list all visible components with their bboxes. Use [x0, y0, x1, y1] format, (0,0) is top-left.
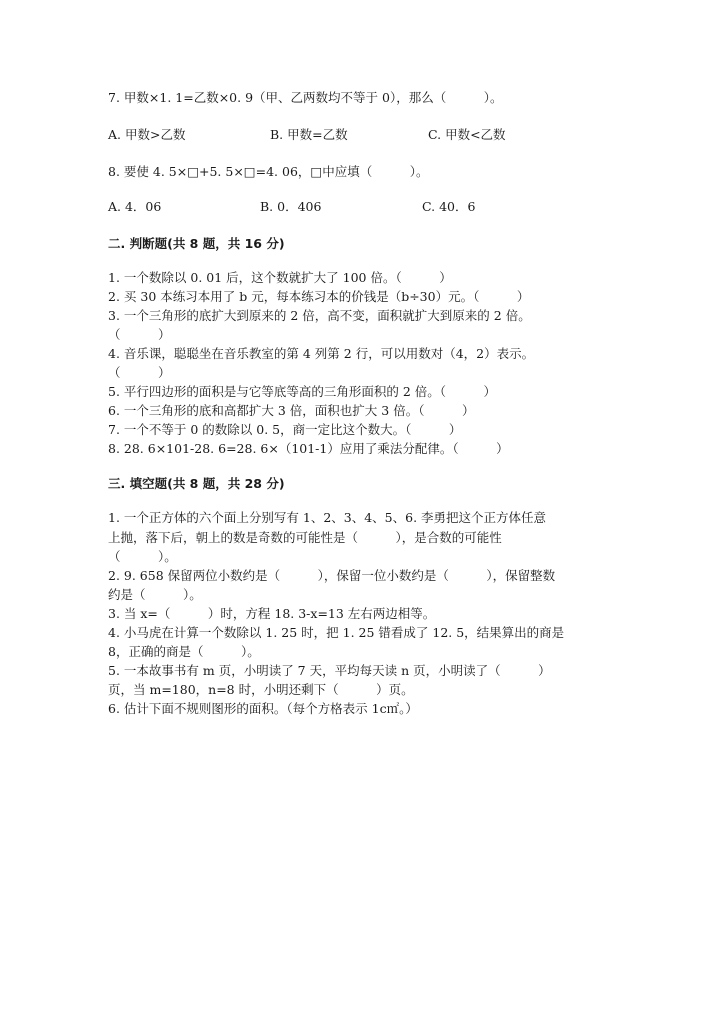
list-item: 8. 28. 6×101-28. 6=28. 6×（101-1）应用了乘法分配律。（ ） [108, 441, 509, 456]
list-item: 5. 平行四边形的面积是与它等底等高的三角形面积的 2 倍。（ ） [108, 384, 497, 399]
list-item: 2. 9. 658 保留两位小数约是（ ），保留一位小数约是（ ），保留整数 [108, 568, 556, 583]
question-stem: 8. 要使 4. 5×□+5. 5×□=4. 06，□中应填（ ）。 [108, 164, 429, 179]
list-item: 1. 一个数除以 0. 01 后，这个数就扩大了 100 倍。（ ） [108, 270, 452, 285]
option-b: B. 甲数=乙数 [270, 127, 348, 142]
option-c: C. 甲数<乙数 [428, 127, 506, 142]
option-b: B. 0．406 [260, 199, 322, 214]
option-c: C. 40．6 [422, 199, 476, 214]
list-item: 4. 小马虎在计算一个数除以 1. 25 时，把 1. 25 错看成了 12. 5，结果算出的商是 [108, 625, 565, 640]
list-item: （ ）。 [108, 549, 177, 564]
list-item: 6. 一个三角形的底和高都扩大 3 倍，面积也扩大 3 倍。（ ） [108, 403, 475, 418]
list-item: 7. 一个不等于 0 的数除以 0. 5，商一定比这个数大。（ ） [108, 422, 462, 437]
option-a: A. 4．06 [108, 199, 162, 214]
list-item: 3. 当 x=（ ）时，方程 18. 3-x=13 左右两边相等。 [108, 606, 436, 621]
list-item: （ ） [108, 365, 171, 380]
list-item: 8，正确的商是（ ）。 [108, 644, 260, 659]
list-item: 页，当 m=180，n=8 时，小明还剩下（ ）页。 [108, 682, 414, 697]
list-item: 约是（ ）。 [108, 587, 202, 602]
list-item: 6. 估计下面不规则图形的面积。（每个方格表示 1c㎡。） [108, 701, 418, 716]
question-stem: 7. 甲数×1. 1=乙数×0. 9（甲、乙两数均不等于 0），那么（ ）。 [108, 90, 503, 105]
section-heading: 三. 填空题(共 8 题，共 28 分) [108, 476, 285, 491]
section-heading: 二. 判断题(共 8 题，共 16 分) [108, 236, 285, 251]
list-item: （ ） [108, 327, 171, 342]
list-item: 3. 一个三角形的底扩大到原来的 2 倍，高不变，面积就扩大到原来的 2 倍。 [108, 308, 531, 323]
list-item: 上抛，落下后，朝上的数是奇数的可能性是（ ），是合数的可能性 [108, 530, 502, 545]
list-item: 1. 一个正方体的六个面上分别写有 1、2、3、4、5、6. 李勇把这个正方体任意 [108, 510, 547, 525]
list-item: 5. 一本故事书有 m 页，小明读了 7 天，平均每天读 n 页，小明读了（ ） [108, 663, 551, 678]
option-a: A. 甲数>乙数 [108, 127, 186, 142]
list-item: 4. 音乐课，聪聪坐在音乐教室的第 4 列第 2 行，可以用数对（4，2）表示。 [108, 346, 535, 361]
list-item: 2. 买 30 本练习本用了 b 元，每本练习本的价钱是（b÷30）元。（ ） [108, 289, 530, 304]
